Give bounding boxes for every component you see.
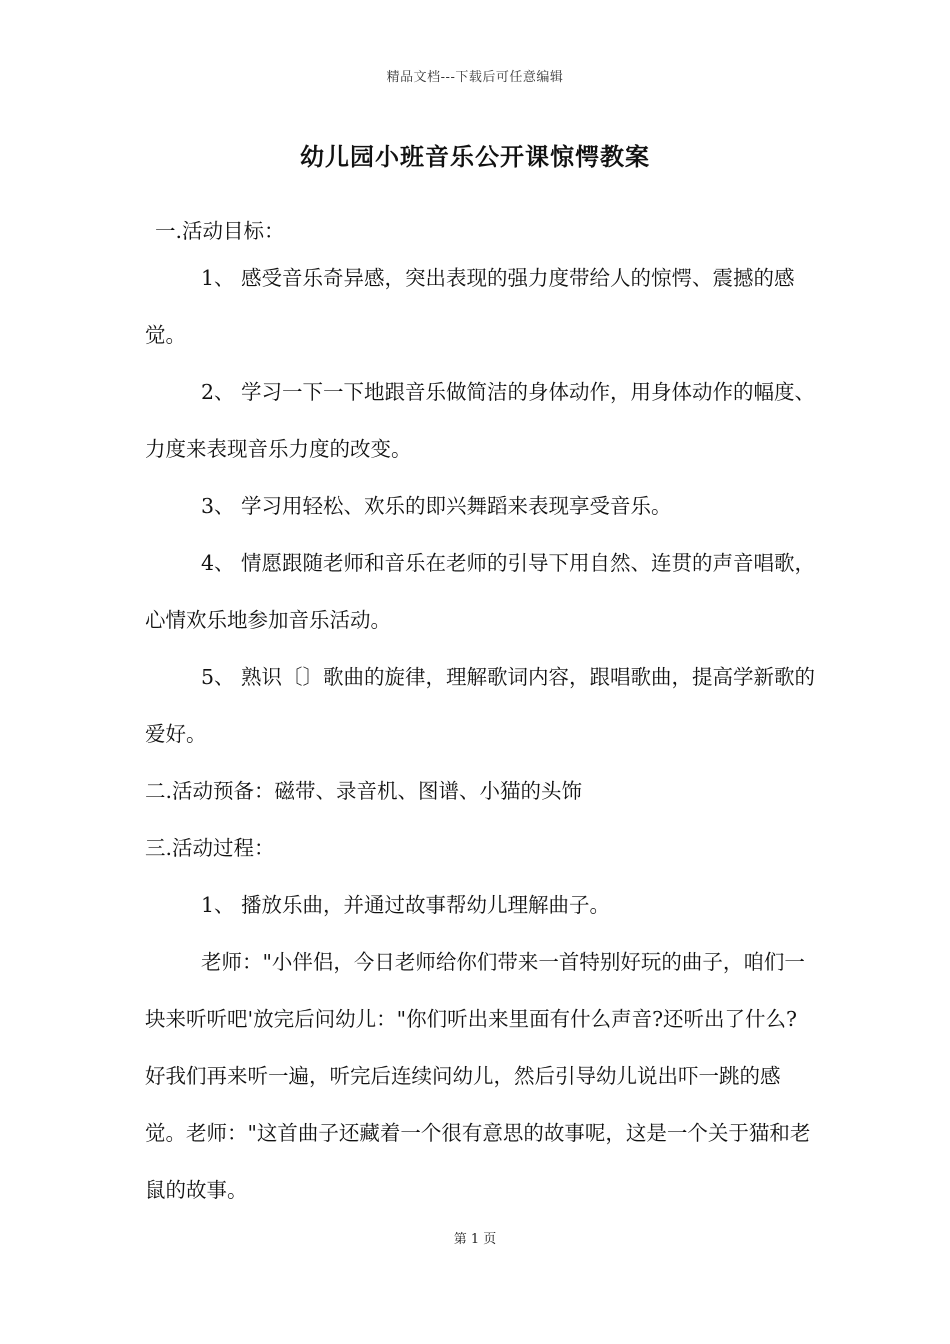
goals-heading-text: 一.活动目标： [155, 219, 285, 243]
goal-item-4: 4、 情愿跟随老师和音乐在老师的引导下用自然、连贯的声音唱歌，心情欢乐地参加音乐活动。 [145, 551, 816, 632]
goal-item-1: 1、 感受音乐奇异感，突出表现的强力度带给人的惊愕、震撼的感觉。 [145, 266, 795, 347]
goal-item-5: 5、 熟识〔〕歌曲的旋律，理解歌词内容，跟唱歌曲，提高学新歌的爱好。 [145, 665, 816, 746]
process-dialogue: 老师："小伴侣，今日老师给你们带来一首特别好玩的曲子，咱们一块来听听吧'放完后问幼儿："你们听出来里面有什么声音?还听出了什么?好我们再来听一遍，听完后连续问幼儿，然后引导幼儿说出吓一跳的感觉。老师："这首曲子还藏着一个很有意思的故事呢，这是一个关于猫和老鼠的故事。 [145, 950, 811, 1202]
header-note: 精品文档---下载后可任意编辑 [386, 70, 564, 85]
goal-item-2: 2、 学习一下一下地跟音乐做简洁的身体动作，用身体动作的幅度、力度来表现音乐力度的改变。 [145, 380, 816, 461]
process-heading: 三.活动过程： [145, 836, 275, 860]
process-step-1: 1、 播放乐曲，并通过故事帮幼儿理解曲子。 [201, 893, 611, 917]
document-title: 幼儿园小班音乐公开课惊愕教案 [300, 142, 650, 171]
prep-paragraph: 二.活动预备：磁带、录音机、图谱、小猫的头饰 [145, 779, 583, 803]
page-number: 第 1 页 [453, 1232, 497, 1247]
goal-item-3: 3、 学习用轻松、欢乐的即兴舞蹈来表现享受音乐。 [201, 494, 672, 518]
goals-list [145, 250, 817, 1219]
